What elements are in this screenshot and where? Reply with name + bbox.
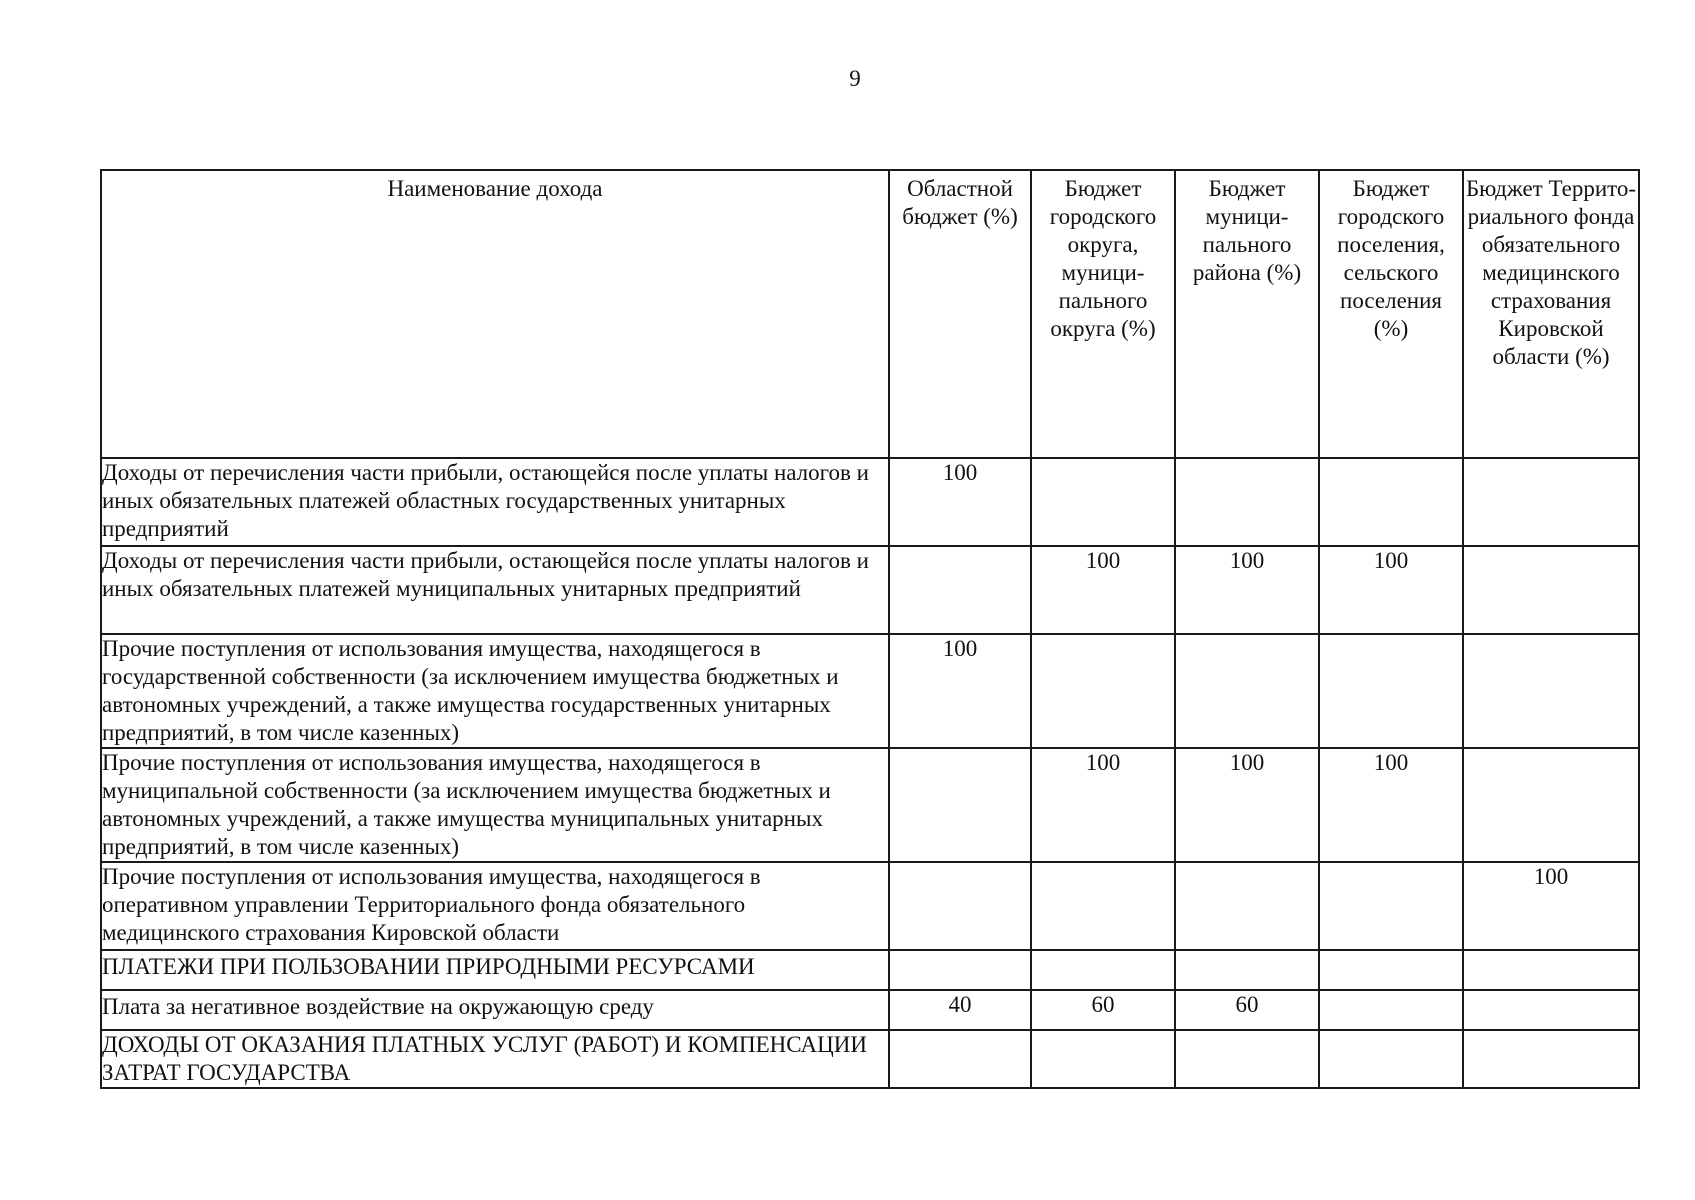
regional-budget-cell: 100 <box>889 634 1031 748</box>
header-settlement-budget: Бюджет городского поселения, сельского поселения (%) <box>1319 170 1463 458</box>
header-municipal-area-budget: Бюджет муници-пального района (%) <box>1175 170 1319 458</box>
settlement-budget-cell <box>1319 990 1463 1030</box>
regional-budget-cell <box>889 546 1031 634</box>
health-insurance-fund-budget-cell <box>1463 748 1639 862</box>
header-city-district-budget: Бюджет городского округа, муници-пального округа (%) <box>1031 170 1175 458</box>
city-district-budget-cell: 100 <box>1031 748 1175 862</box>
municipal-area-budget-cell: 60 <box>1175 990 1319 1030</box>
city-district-budget-cell <box>1031 1030 1175 1088</box>
city-district-budget-cell <box>1031 458 1175 546</box>
income-name-cell: Прочие поступления от использования имущества, находящегося в оперативном управлении Территориального фонда обязательного медицинского страхования Кировской области <box>101 862 889 950</box>
header-health-insurance-fund-budget: Бюджет Террито-риального фонда обязательного медицинского страхования Кировской области (%) <box>1463 170 1639 458</box>
city-district-budget-cell: 60 <box>1031 990 1175 1030</box>
settlement-budget-cell: 100 <box>1319 748 1463 862</box>
health-insurance-fund-budget-cell <box>1463 1030 1639 1088</box>
settlement-budget-cell <box>1319 1030 1463 1088</box>
settlement-budget-cell: 100 <box>1319 546 1463 634</box>
regional-budget-cell <box>889 1030 1031 1088</box>
health-insurance-fund-budget-cell <box>1463 634 1639 748</box>
table-row <box>101 862 1639 950</box>
health-insurance-fund-budget-cell: 100 <box>1463 862 1639 950</box>
income-name-cell: Доходы от перечисления части прибыли, остающейся после уплаты налогов и иных обязательных платежей муниципальных унитарных предприятий <box>101 546 889 634</box>
income-name-cell: Плата за негативное воздействие на окружающую среду <box>101 990 889 1030</box>
city-district-budget-cell: 100 <box>1031 546 1175 634</box>
table-header-row <box>101 170 1639 458</box>
income-name-cell: Доходы от перечисления части прибыли, остающейся после уплаты налогов и иных обязательных платежей областных государственных унитарных предприятий <box>101 458 889 546</box>
settlement-budget-cell <box>1319 862 1463 950</box>
section-title-cell: ПЛАТЕЖИ ПРИ ПОЛЬЗОВАНИИ ПРИРОДНЫМИ РЕСУРСАМИ <box>101 950 889 990</box>
regional-budget-cell <box>889 950 1031 990</box>
settlement-budget-cell <box>1319 634 1463 748</box>
municipal-area-budget-cell <box>1175 634 1319 748</box>
settlement-budget-cell <box>1319 458 1463 546</box>
header-regional-budget: Областной бюджет (%) <box>889 170 1031 458</box>
income-distribution-table <box>100 169 1640 1089</box>
regional-budget-cell <box>889 862 1031 950</box>
settlement-budget-cell <box>1319 950 1463 990</box>
table-row <box>101 1030 1639 1088</box>
municipal-area-budget-cell <box>1175 1030 1319 1088</box>
municipal-area-budget-cell <box>1175 458 1319 546</box>
income-name-cell: Прочие поступления от использования имущества, находящегося в муниципальной собственности (за исключением имущества бюджетных и автономных учреждений, а также имущества муниципальных унитарных предприятий, в том числе казенных) <box>101 748 889 862</box>
page-number: 9 <box>849 66 861 91</box>
health-insurance-fund-budget-cell <box>1463 950 1639 990</box>
regional-budget-cell: 100 <box>889 458 1031 546</box>
section-title-cell: ДОХОДЫ ОТ ОКАЗАНИЯ ПЛАТНЫХ УСЛУГ (РАБОТ) И КОМПЕНСАЦИИ ЗАТРАТ ГОСУДАРСТВА <box>101 1030 889 1088</box>
table-row <box>101 990 1639 1030</box>
table-row <box>101 546 1639 634</box>
health-insurance-fund-budget-cell <box>1463 458 1639 546</box>
table-row <box>101 950 1639 990</box>
regional-budget-cell: 40 <box>889 990 1031 1030</box>
income-name-cell: Прочие поступления от использования имущества, находящегося в государственной собственности (за исключением имущества бюджетных и автономных учреждений, а также имущества государственных унитарных предприятий, в том числе казенных) <box>101 634 889 748</box>
health-insurance-fund-budget-cell <box>1463 546 1639 634</box>
regional-budget-cell <box>889 748 1031 862</box>
city-district-budget-cell <box>1031 862 1175 950</box>
municipal-area-budget-cell: 100 <box>1175 748 1319 862</box>
municipal-area-budget-cell: 100 <box>1175 546 1319 634</box>
table-row <box>101 634 1639 748</box>
city-district-budget-cell <box>1031 634 1175 748</box>
header-income-name: Наименование дохода <box>101 170 889 458</box>
table-row <box>101 748 1639 862</box>
municipal-area-budget-cell <box>1175 862 1319 950</box>
city-district-budget-cell <box>1031 950 1175 990</box>
health-insurance-fund-budget-cell <box>1463 990 1639 1030</box>
table-row <box>101 458 1639 546</box>
municipal-area-budget-cell <box>1175 950 1319 990</box>
